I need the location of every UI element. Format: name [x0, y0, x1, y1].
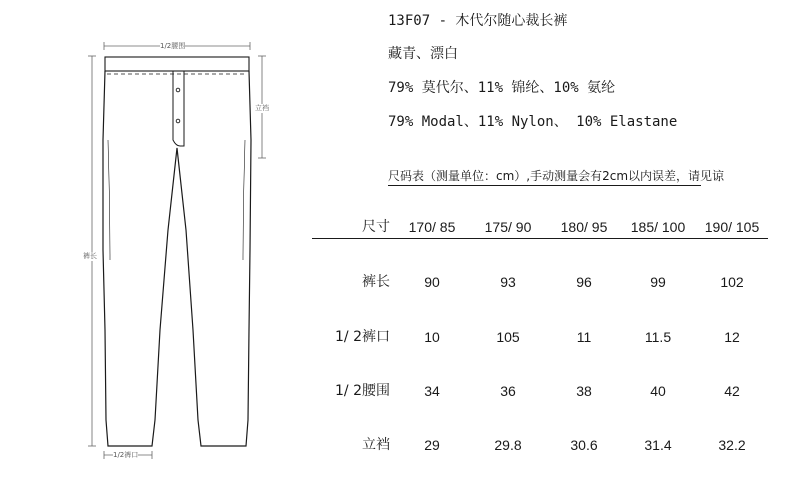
table-cell: 34	[424, 383, 440, 399]
table-cell: 93	[500, 274, 516, 290]
table-cell: 36	[500, 383, 516, 399]
table-cell: 10	[424, 329, 440, 345]
table-cell: 31.4	[644, 437, 672, 453]
waist-dimension-label: 1/2腰围	[160, 42, 186, 50]
product-title: 13F07 - 木代尔随心裁长裤	[388, 13, 568, 29]
note-underline	[388, 185, 701, 186]
product-colors: 藏青、漂白	[388, 46, 458, 62]
table-cell: 38	[576, 383, 592, 399]
table-cell: 99	[650, 274, 666, 290]
row-label: 裤长	[362, 274, 390, 290]
length-dimension-label: 裤长	[83, 252, 97, 260]
size-header: 185/ 100	[630, 219, 686, 235]
row-label: 1/ 2裤口	[335, 329, 390, 345]
size-chart-note: 尺码表（测量单位：cm）,手动测量会有2cm以内误差，请见谅	[388, 169, 725, 183]
size-header: 180/ 95	[560, 219, 608, 235]
table-cell: 90	[424, 274, 440, 290]
table-cell: 11.5	[644, 329, 672, 345]
size-header: 190/ 105	[704, 219, 760, 235]
table-cell: 40	[650, 383, 666, 399]
trouser-sketch	[0, 0, 300, 480]
header-divider	[312, 238, 768, 239]
table-cell: 96	[576, 274, 592, 290]
table-cell: 12	[724, 329, 740, 345]
composition-english: 79% Modal、11% Nylon、 10% Elastane	[388, 114, 678, 130]
size-header: 170/ 85	[408, 219, 456, 235]
hem-dimension-label: 1/2裤口	[113, 451, 139, 459]
trouser-drawing	[0, 0, 300, 480]
size-header: 175/ 90	[484, 219, 532, 235]
table-cell: 32.2	[718, 437, 746, 453]
table-cell: 30.6	[570, 437, 598, 453]
table-cell: 102	[720, 274, 744, 290]
table-cell: 105	[496, 329, 520, 345]
table-cell: 29.8	[494, 437, 522, 453]
row-label: 立裆	[362, 437, 390, 453]
table-cell: 11	[576, 329, 592, 345]
row-label: 1/ 2腰围	[335, 383, 390, 399]
table-cell: 29	[424, 437, 440, 453]
composition-chinese: 79% 莫代尔、11% 锦纶、10% 氨纶	[388, 80, 616, 96]
rise-dimension-label: 立裆	[255, 104, 269, 112]
table-cell: 42	[724, 383, 740, 399]
corner-label: 尺寸	[362, 219, 390, 235]
